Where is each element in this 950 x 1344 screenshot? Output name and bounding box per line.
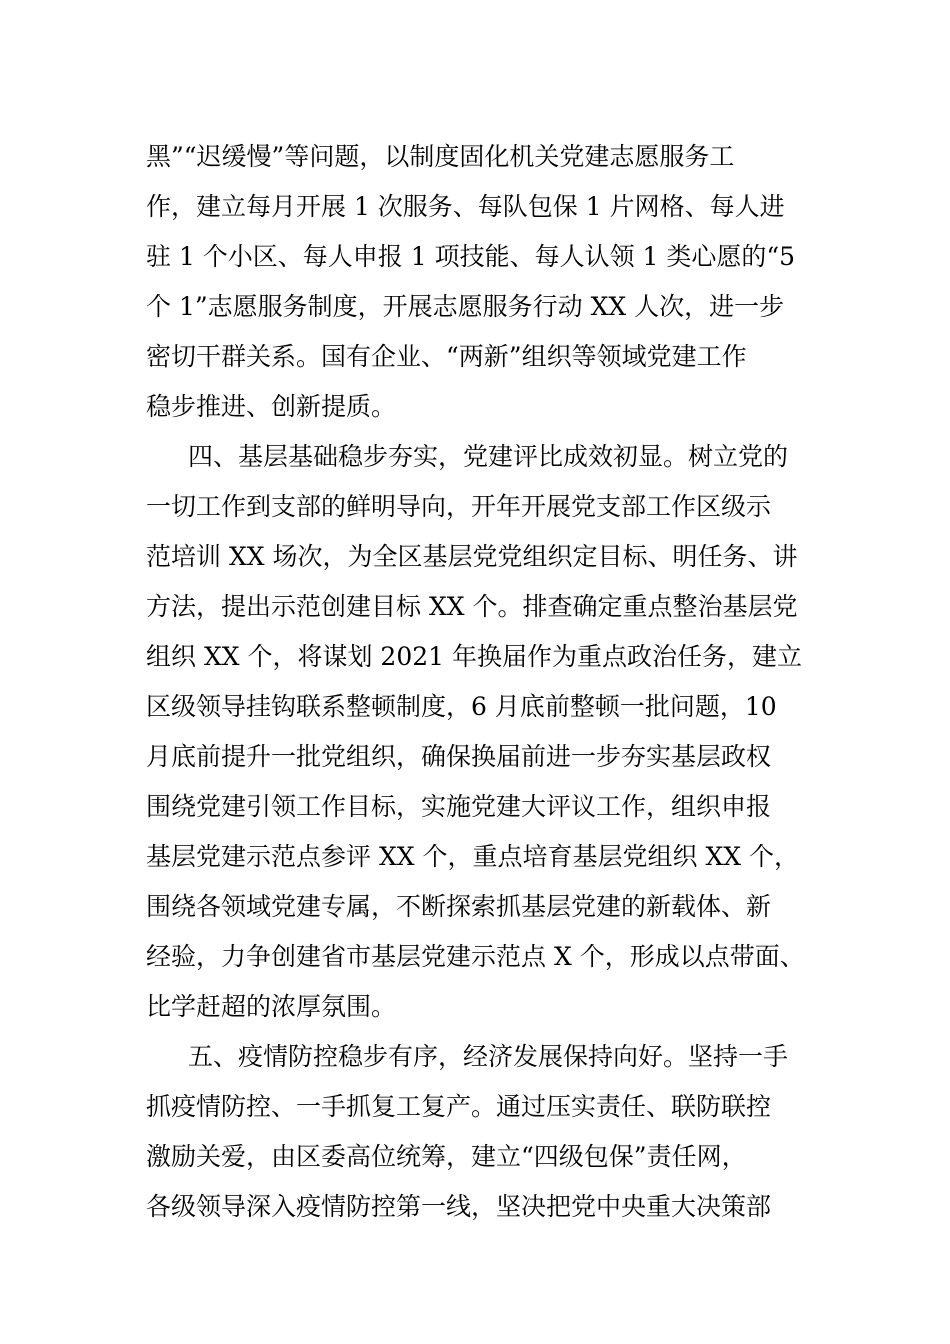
text-line: 抓疫情防控、一手抓复工复产。通过压实责任、联防联控: [146, 1092, 772, 1121]
paragraph-p-continuation: [146, 132, 846, 432]
text-line: 五、疫情防控稳步有序，经济发展保持向好。坚持一手: [188, 1042, 789, 1071]
text-line: 一切工作到支部的鲜明导向，开年开展党支部工作区级示: [146, 492, 772, 521]
text-line: 经验，力争创建省市基层党建示范点 X 个，形成以点带面、: [146, 942, 805, 971]
text-line: 组织 XX 个，将谋划 2021 年换届作为重点政治任务，建立: [146, 642, 803, 671]
text-line: 黑”“迟缓慢”等问题，以制度固化机关党建志愿服务工: [146, 142, 735, 171]
text-line: 月底前提升一批党组织，确保换届前进一步夯实基层政权: [146, 742, 772, 771]
text-line: 作，建立每月开展 1 次服务、每队包保 1 片网格、每人进: [146, 192, 785, 221]
text-line: 四、基层基础稳步夯实，党建评比成效初显。树立党的: [188, 442, 789, 471]
paragraph-p-four: [146, 432, 846, 1032]
text-line: 比学赶超的浓厚氛围。: [146, 992, 397, 1021]
text-line: 驻 1 个小区、每人申报 1 项技能、每人认领 1 类心愿的“5: [146, 242, 796, 271]
text-line: 稳步推进、创新提质。: [146, 392, 397, 421]
text-line: 方法，提出示范创建目标 XX 个。排查确定重点整治基层党: [146, 592, 798, 621]
text-line: 个 1”志愿服务制度，开展志愿服务行动 XX 人次，进一步: [146, 292, 785, 321]
text-line: 围绕各领域党建专属，不断探索抓基层党建的新载体、新: [146, 892, 772, 921]
text-line: 区级领导挂钩联系整顿制度，6 月底前整顿一批问题，10: [146, 692, 777, 721]
text-line: 各级领导深入疫情防控第一线，坚决把党中央重大决策部: [146, 1192, 772, 1221]
text-line: 基层党建示范点参评 XX 个，重点培育基层党组织 XX 个，: [146, 842, 799, 871]
text-line: 激励关爱，由区委高位统筹，建立“四级包保”责任网，: [146, 1142, 747, 1171]
document-body: [146, 132, 846, 1232]
text-line: 密切干群关系。国有企业、“两新”组织等领域党建工作: [146, 342, 747, 371]
text-line: 范培训 XX 场次，为全区基层党党组织定目标、明任务、讲: [146, 542, 798, 571]
text-line: 围绕党建引领工作目标，实施党建大评议工作，组织申报: [146, 792, 772, 821]
paragraph-p-five: [146, 1032, 846, 1232]
